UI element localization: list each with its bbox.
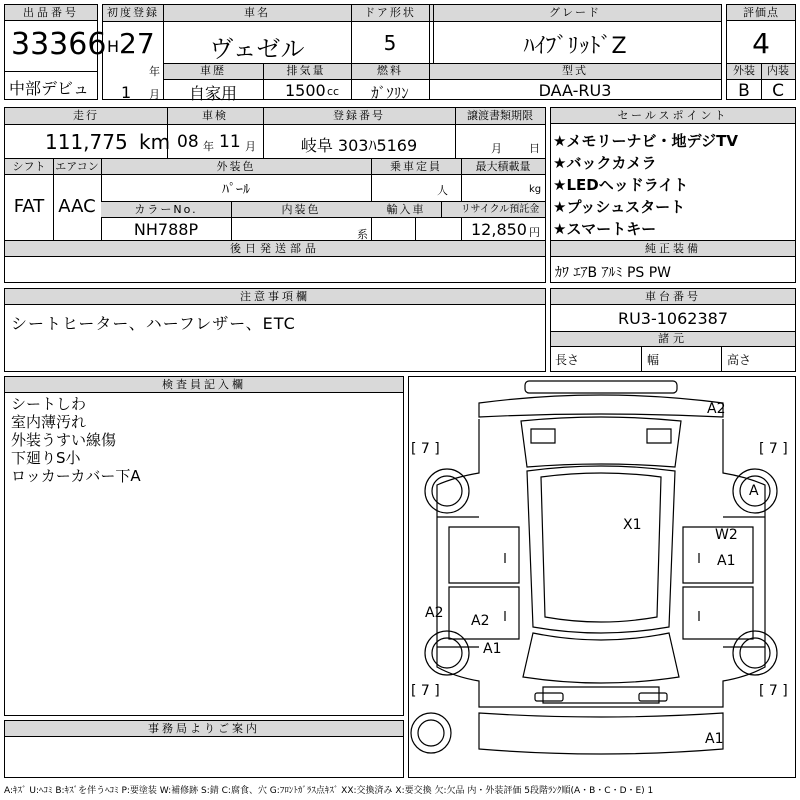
mark-left-side-a2: A2 <box>425 605 444 621</box>
length-label: 長さ <box>555 353 580 367</box>
mark-front-bumper: A1 <box>705 731 724 747</box>
inspector-line-5: ロッカーカバー下A <box>11 467 141 485</box>
mark-left-front-a1: A1 <box>483 641 502 657</box>
model-label: 型式 <box>562 64 588 77</box>
exterior-label: 外装 <box>733 64 755 77</box>
equipment-value: ｶﾜ ｴｱB ｱﾙﾐ PS PW <box>555 265 672 281</box>
score-label: 評価点 <box>727 5 795 21</box>
inspector-line-3: 外装うすい線傷 <box>11 431 117 449</box>
inspector-line-2: 室内薄汚れ <box>11 413 87 431</box>
car-outline <box>409 377 795 777</box>
first-reg-year: 27 <box>119 27 155 60</box>
sales-point-4: ★プッシュスタート <box>553 198 686 216</box>
model-code: DAA-RU3 <box>538 81 612 100</box>
mark-seven-top-left: [ 7 ] <box>411 441 440 457</box>
grade-label: グレード <box>549 6 601 19</box>
first-reg-month: 1 <box>121 83 132 102</box>
import-label: 輸入車 <box>386 203 426 216</box>
chassis-label: 車台番号 <box>551 289 795 305</box>
exterior-grade: B <box>738 81 750 101</box>
sales-point-1: ★メモリーナビ・地デジTV <box>553 132 738 150</box>
mark-seven-bottom-left: [ 7 ] <box>411 683 440 699</box>
doors: 5 <box>383 31 397 55</box>
inspector-label: 検査員記入欄 <box>5 377 403 393</box>
chassis <box>550 288 796 372</box>
recycle-unit: 円 <box>529 226 540 239</box>
inspector-line-1: シートしわ <box>11 395 87 413</box>
score-box <box>726 4 796 100</box>
sales-point-5: ★スマートキー <box>553 220 657 238</box>
era: H <box>107 37 120 56</box>
sales-points <box>550 107 796 241</box>
recycle-label: リサイクル預託金 <box>460 204 540 215</box>
history-label: 車歴 <box>200 64 226 77</box>
doors-label: ドア形状 <box>364 6 416 19</box>
sales-points-label: セールスポイント <box>551 108 795 124</box>
notes <box>4 288 546 372</box>
mark-seven-top-right: [ 7 ] <box>759 441 788 457</box>
capacity-unit: 人 <box>437 184 448 197</box>
inspector-line-4: 下廻りS小 <box>11 449 81 467</box>
fuel-label: 燃料 <box>377 64 403 77</box>
max-load-label: 最大積載量 <box>475 160 531 173</box>
recycle-fee: 12,850 <box>471 220 527 239</box>
inspection-month-unit: 月 <box>245 140 256 153</box>
mark-right-door-a: A1 <box>717 553 736 569</box>
mileage-unit: km <box>139 130 171 154</box>
vehicle-details <box>4 107 546 283</box>
inspection-year-unit: 年 <box>203 140 214 153</box>
office-notice <box>4 720 404 778</box>
registration-number: 岐阜 303ﾊ5169 <box>300 136 418 155</box>
width-label: 幅 <box>647 353 660 367</box>
notes-label: 注意事項欄 <box>5 289 545 305</box>
mileage-label: 走行 <box>73 109 99 122</box>
mark-seven-bottom-right: [ 7 ] <box>759 683 788 699</box>
interior-color-unit: 系 <box>357 228 368 241</box>
capacity-label: 乗車定員 <box>390 160 442 173</box>
later-parts-label: 後日発送部品 <box>230 242 320 255</box>
color-number: NH788P <box>133 220 199 239</box>
debut-label: 中部デビュ <box>9 79 90 98</box>
office-label: 事務局よりご案内 <box>5 721 403 737</box>
color-no-label: カラーNo. <box>134 203 198 216</box>
mark-rear-bumper: A2 <box>707 401 726 417</box>
height-label: 高さ <box>727 353 752 367</box>
air-conditioner: AAC <box>58 196 96 217</box>
transfer-month: 月 <box>491 142 502 155</box>
header-grid <box>102 4 722 103</box>
mark-roof: X1 <box>623 517 642 533</box>
score: 4 <box>752 27 770 60</box>
equipment-label: 純正装備 <box>551 241 795 257</box>
lot-number: 33366 <box>11 27 107 62</box>
lot-number-label: 出品番号 <box>5 5 97 21</box>
inspection-label: 車検 <box>202 109 228 122</box>
equipment <box>550 240 796 283</box>
mark-left-door-a2: A2 <box>471 613 490 629</box>
inspection-year: 08 <box>177 132 199 152</box>
shift-label: シフト <box>12 160 46 173</box>
legend: A:ｷｽﾞ U:ﾍｺﾐ B:ｷｽﾞを伴うﾍｺﾐ P:要塗装 W:補修跡 S:錆 C:腐食、穴 G:ﾌﾛﾝﾄｶﾞﾗｽ点ｷｽﾞ XX:交換済み X:要交換 欠:欠品 内・外装評価 5段階ﾗﾝｸ順(A・B・C・D・E) 1 <box>4 786 654 796</box>
grade: ﾊｲﾌﾞﾘｯﾄﾞZ <box>523 34 627 59</box>
load-unit: kg <box>529 184 542 195</box>
transfer-label: 譲渡書類期限 <box>467 109 533 122</box>
shift: FAT <box>13 196 45 217</box>
month-unit: 月 <box>149 88 160 101</box>
displacement-unit: cc <box>327 85 340 98</box>
sales-point-2: ★バックカメラ <box>553 154 657 172</box>
mark-rear-right-wheel: A <box>749 483 759 499</box>
exterior-color: ﾊﾟｰﾙ <box>222 182 250 198</box>
ac-label: エアコン <box>55 160 99 173</box>
mileage: 111,775 <box>45 130 128 154</box>
lot-number-box <box>4 4 107 100</box>
inspection-month: 11 <box>219 132 241 152</box>
sales-point-3: ★LEDヘッドライト <box>553 176 689 194</box>
reg-no-label: 登録番号 <box>333 109 385 122</box>
car-diagram <box>408 376 796 778</box>
car-name: ヴェゼル <box>209 35 305 63</box>
chassis-number: RU3-1062387 <box>617 309 729 328</box>
mark-right-door-w: W2 <box>715 527 738 543</box>
first-reg-label: 初度登録 <box>107 6 159 19</box>
dims-label: 諸元 <box>658 332 688 345</box>
interior-grade: C <box>772 81 784 101</box>
exterior-color-label: 外装色 <box>216 160 256 173</box>
history: 自家用 <box>188 84 237 103</box>
interior-label: 内装 <box>767 64 789 77</box>
inspector-notes <box>4 376 404 716</box>
fuel: ｶﾞｿﾘﾝ <box>371 84 409 102</box>
year-unit: 年 <box>149 65 160 78</box>
notes-text: シートヒーター、ハーフレザー、ETC <box>11 314 296 333</box>
displacement: 1500 <box>285 81 326 100</box>
displacement-label: 排気量 <box>286 64 326 77</box>
car-name-label: 車名 <box>244 6 270 19</box>
transfer-day: 日 <box>529 142 540 155</box>
interior-color-label: 内装色 <box>281 203 321 216</box>
